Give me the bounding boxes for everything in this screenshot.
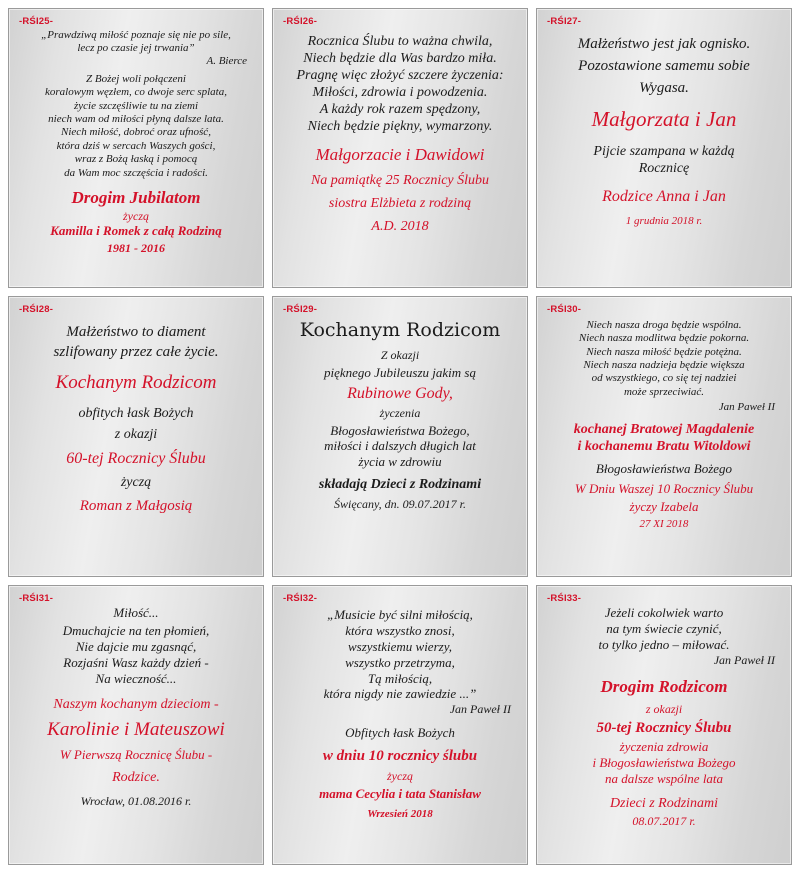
card-text-line: Dzieci z Rodzinami	[609, 795, 719, 811]
card-text-line: może sprzeciwiać.	[623, 385, 705, 398]
greeting-card	[272, 296, 528, 576]
card-text	[547, 29, 781, 278]
card-text-line: 27 XI 2018	[639, 518, 689, 531]
card-text-line: Niech miłość, dobroć oraz ufność,	[61, 126, 211, 139]
card-text-line: niech wam od miłości płyną dalsze lata.	[48, 112, 224, 125]
card-text-line: od wszystkiego, co się tej nadziei	[591, 372, 737, 385]
card-text-line: w dniu 10 rocznicy ślubu	[322, 747, 478, 764]
card-text-line: pięknego Jubileuszu jakim są	[324, 364, 476, 380]
card-text-line: Rubinowe Gody,	[347, 385, 453, 403]
card-text-line: W Pierwszą Rocznicę Ślubu -	[59, 746, 213, 762]
card-text	[19, 317, 253, 566]
card-text-line: życzenia zdrowia	[619, 739, 709, 755]
card-text-line: 50-tej Rocznicy Ślubu	[596, 719, 732, 736]
card-code: -RŚI27-	[547, 16, 582, 27]
card-text-line: „Musicie być silni miłością,	[327, 607, 473, 623]
card-text-line: Roman z Małgosią	[79, 498, 193, 515]
card-text-line: życzą	[387, 769, 413, 784]
card-text-line: wraz z Bożą łaską i pomocą	[74, 153, 198, 166]
greeting-card	[8, 8, 264, 288]
card-text-line: Niech będzie piękny, wymarzony.	[307, 118, 493, 134]
card-text	[283, 317, 517, 566]
card-text-line: Nie dajcie mu zgasnąć,	[75, 638, 197, 654]
card-text-line: Rocznica Ślubu to ważna chwila,	[307, 33, 493, 49]
greeting-card	[8, 585, 264, 865]
card-text-line: i Błogosławieństwa Bożego	[592, 754, 736, 770]
card-text-line: Kochanym Rodzicom	[299, 318, 501, 341]
card-text-line: na dalsze wspólne lata	[604, 770, 724, 786]
card-text-line: Niech nasza miłość będzie potężna.	[586, 345, 742, 358]
card-text-line: z okazji	[114, 426, 158, 442]
card-text-line: Tą miłością,	[367, 670, 433, 686]
card-text-line: Naszym kochanym dzieciom -	[53, 697, 219, 713]
card-text-line: i kochanemu Bratu Witoldowi	[577, 438, 751, 454]
card-text-line: Małgorzata i Jan	[591, 107, 737, 132]
card-text-line: Z Bożej woli połączeni	[86, 72, 186, 85]
card-text-line: Pragnę więc złożyć szczere życzenia:	[296, 67, 504, 83]
card-text	[547, 317, 781, 566]
card-text-line: lecz po czasie jej trwania”	[77, 41, 195, 54]
card-text-line: obfitych łask Bożych	[78, 405, 194, 421]
greeting-card	[536, 8, 792, 288]
card-text-line: z okazji	[645, 702, 683, 717]
card-code: -RŚI28-	[19, 304, 54, 316]
card-text-line: siostra Elżbieta z rodziną	[328, 195, 472, 211]
card-text-line: 08.07.2017 r.	[632, 813, 696, 828]
card-text-line: życzą	[123, 208, 149, 223]
card-code: -RŚI26-	[283, 16, 318, 27]
card-text	[283, 29, 517, 278]
card-text-line: Drogim Jubilatom	[71, 187, 201, 207]
card-text-line: życie szczęśliwie tu na ziemi	[73, 99, 199, 112]
card-text-line: Kamilla i Romek z całą Rodziną	[50, 223, 222, 239]
greeting-card	[8, 296, 264, 576]
card-text-line: Rodzice.	[112, 769, 160, 785]
card-text-line: mama Cecylia i tata Stanisław	[319, 785, 481, 801]
card-text-line: Wrzesień 2018	[367, 807, 433, 820]
card-code: -RŚI33-	[547, 592, 582, 604]
card-text-line: Małżeństwo jest jak ognisko.	[577, 35, 751, 52]
card-text-line: Rocznicę	[638, 161, 690, 177]
card-text-line: wszystko przetrzyma,	[345, 654, 455, 670]
card-text-line: Małżeństwo to diament	[66, 323, 206, 340]
card-text-line: Wrocław, 01.08.2016 r.	[80, 793, 192, 808]
card-text-line: Jan Paweł II	[713, 652, 775, 667]
card-text-line: A każdy rok razem spędzony,	[319, 101, 481, 117]
card-text-line: życzą	[120, 475, 152, 491]
card-text-line: Niech nasza nadzieja będzie większa	[583, 359, 745, 372]
card-text-line: Niech nasza modlitwa będzie pokorna.	[578, 332, 750, 345]
card-text-line: Na wieczność...	[95, 670, 177, 686]
card-text-line: 1981 - 2016	[107, 241, 165, 256]
card-text-line: Kochanym Rodzicom	[55, 372, 217, 394]
card-text-line: Pozostawione samemu sobie	[578, 57, 750, 74]
card-text-line: Miłość...	[113, 605, 159, 621]
card-text-line: da Wam moc szczęścia i radości.	[64, 166, 208, 179]
card-text-line: Rozjaśni Wasz każdy dzień -	[63, 654, 209, 670]
greeting-card	[272, 585, 528, 865]
card-text-line: Drogim Rodzicom	[600, 677, 728, 697]
greeting-card	[536, 296, 792, 576]
greeting-card	[272, 8, 528, 288]
card-text-line: życzy Izabela	[629, 498, 699, 514]
card-code: -RŚI31-	[19, 592, 54, 604]
card-code: -RŚI32-	[283, 592, 318, 604]
card-text-line: kochanej Bratowej Magdalenie	[573, 421, 755, 437]
card-text-line: Obfitych łask Bożych	[345, 724, 455, 740]
card-text-line: Niech nasza droga będzie wspólna.	[586, 318, 742, 331]
card-text-line: Wygasa.	[639, 80, 689, 97]
greeting-card	[536, 585, 792, 865]
card-text-line: Pijcie szampana w każdą	[593, 144, 735, 159]
card-text-line: Małgorzacie i Dawidowi	[315, 144, 485, 164]
card-text-line: Niech będzie dla Was bardzo miła.	[303, 50, 497, 66]
card-code: -RŚI30-	[547, 304, 582, 316]
card-text-line: Błogosławieństwa Bożego	[595, 460, 733, 476]
card-text-line: życia w zdrowiu	[358, 454, 442, 470]
card-text-line: A.D. 2018	[371, 218, 429, 234]
card-text-line: która wszystko znosi,	[345, 623, 455, 639]
card-text-line: która dziś w sercach Waszych gości,	[56, 139, 216, 152]
card-text-line: Jeżeli cokolwiek warto	[604, 605, 724, 621]
card-text	[19, 29, 253, 278]
card-text-line: koralowym węzłem, co dwoje serc splata,	[45, 86, 227, 99]
card-text-line: Błogosławieństwa Bożego,	[330, 422, 470, 438]
card-text-line: składają Dzieci z Rodzinami	[318, 477, 482, 493]
card-text-line: Święcany, dn. 09.07.2017 r.	[334, 497, 466, 512]
card-text-line: Karolinie i Mateuszowi	[47, 718, 225, 740]
card-text-line: wszystkiemu wierzy,	[348, 638, 452, 654]
card-text-line: szlifowany przez całe życie.	[53, 344, 219, 361]
card-text-line: A. Bierce	[206, 55, 247, 68]
card-text-line: Miłości, zdrowia i powodzenia.	[312, 84, 488, 100]
card-text-line: która nigdy nie zawiedzie ...”	[323, 686, 477, 702]
card-text-line: Rodzice Anna i Jan	[602, 188, 726, 206]
card-code: -RŚI25-	[19, 16, 54, 27]
card-code: -RŚI29-	[283, 304, 318, 316]
card-text-line: na tym świecie czynić,	[606, 621, 722, 637]
card-text-line: 60-tej Rocznicy Ślubu	[66, 449, 206, 467]
card-text	[283, 605, 517, 854]
card-text-line: Dmuchajcie na ten płomień,	[62, 623, 210, 639]
card-text-line: to tylko jedno – miłować.	[598, 636, 730, 652]
card-text-line: Na pamiątkę 25 Rocznicy Ślubu	[310, 172, 490, 188]
card-text-line: Z okazji	[380, 348, 420, 362]
card-text-line: „Prawdziwą miłość poznaje się nie po sile,	[41, 28, 231, 41]
card-text	[19, 605, 253, 854]
card-text-line: Jan Paweł II	[449, 702, 511, 717]
card-text	[547, 605, 781, 854]
card-text-line: miłości i dalszych długich lat	[324, 438, 476, 454]
card-text-line: Jan Paweł II	[718, 401, 775, 414]
card-text-line: życzenia	[379, 406, 421, 420]
card-text-line: W Dniu Waszej 10 Rocznicy Ślubu	[574, 480, 754, 496]
card-text-line: 1 grudnia 2018 r.	[625, 214, 703, 227]
